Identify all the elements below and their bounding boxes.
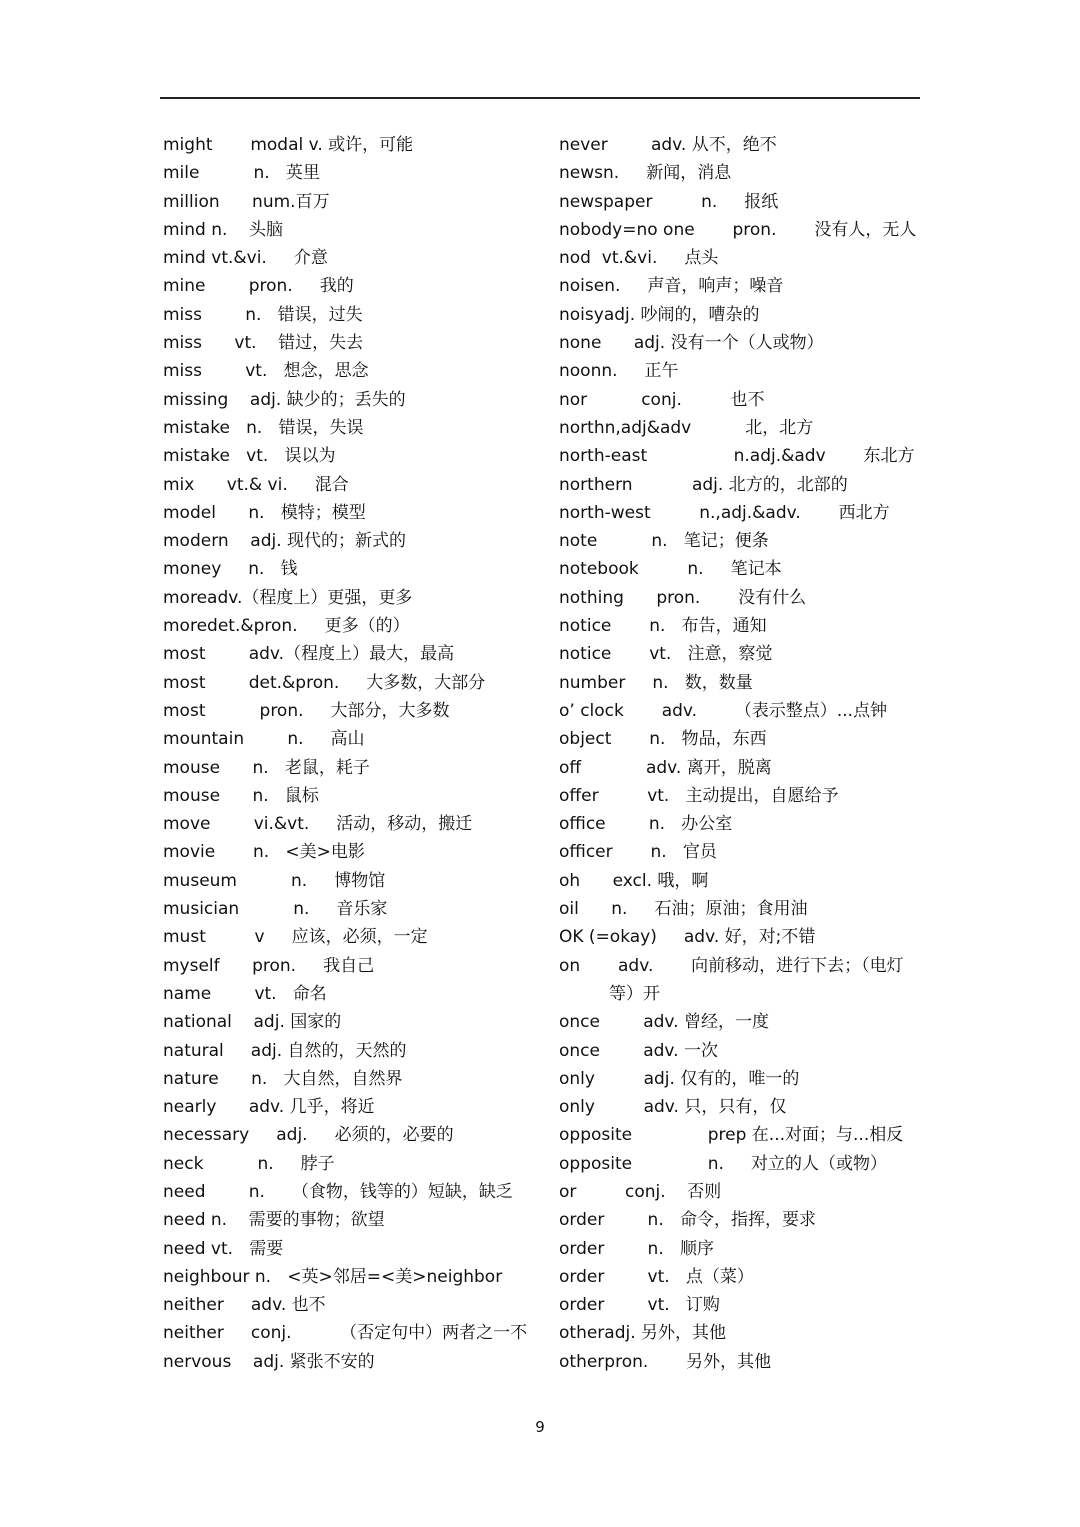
vocab-entry-text: need vt. 需要 (163, 1238, 284, 1259)
vocab-entry-text: missing adj. 缺少的；丢失的 (163, 389, 406, 410)
vocab-entry (559, 329, 919, 357)
vocab-entry-text: officer n. 官员 (559, 842, 717, 863)
vocab-entry (559, 838, 919, 866)
vocab-entry-text: mile n. 英里 (163, 163, 320, 184)
vocab-entry-text: off adv. 离开，脱离 (559, 757, 772, 778)
vocab-entry-text: neither conj. （否定句中）两者之一不 (163, 1323, 528, 1344)
vocab-entry (559, 159, 919, 187)
vocab-entry (163, 697, 543, 725)
vocab-entry-text: notebook n. 笔记本 (559, 559, 782, 580)
vocab-entry-text: myself pron. 我自己 (163, 955, 375, 976)
vocab-entry (163, 1263, 543, 1291)
vocab-entry (163, 952, 543, 980)
vocab-entry-text: natural adj. 自然的，天然的 (163, 1040, 407, 1061)
vocab-entry-text: notice vt. 注意，察觉 (559, 644, 773, 665)
vocab-entry-text: northern adj. 北方的，北部的 (559, 474, 848, 495)
vocab-entry-text: only adv. 只，只有，仅 (559, 1097, 787, 1118)
vocab-entry (163, 272, 543, 300)
vocab-entry (559, 499, 919, 527)
vocab-entry (559, 1008, 919, 1036)
vocab-entry-text: neighbour n. <英>邻居=<美>neighbor (163, 1266, 503, 1287)
vocab-entry-text: nothing pron. 没有什么 (559, 587, 807, 608)
vocab-entry-text: mind n. 头脑 (163, 219, 284, 240)
vocab-entry-text: money n. 钱 (163, 559, 298, 580)
vocab-entry (163, 1150, 543, 1178)
vocab-entry-text: only adj. 仅有的，唯一的 (559, 1068, 800, 1089)
vocab-entry-text: nobody=no one pron. 没有人，无人 (559, 219, 917, 240)
vocab-entry (559, 386, 919, 414)
vocab-entry (559, 867, 919, 895)
vocab-entry-text: nod vt.&vi. 点头 (559, 248, 719, 269)
vocab-entry-text: never adv. 从不，绝不 (559, 135, 777, 155)
header-rule (160, 97, 920, 99)
vocab-entry-text: otherpron. 另外，其他 (559, 1351, 772, 1372)
vocab-entry-text: model n. 模特；模型 (163, 502, 366, 523)
vocab-entry (163, 386, 543, 414)
vocab-entry-text: mouse n. 老鼠，耗子 (163, 757, 370, 778)
vocab-entry-text: once adv. 曾经，一度 (559, 1012, 769, 1033)
vocab-entry (163, 980, 543, 1008)
vocab-entry (163, 357, 543, 385)
vocab-entry (559, 725, 919, 753)
vocab-entry (559, 810, 919, 838)
vocab-entry (163, 471, 543, 499)
vocab-entry (559, 754, 919, 782)
vocab-entry (163, 1093, 543, 1121)
vocab-entry (559, 1348, 919, 1376)
vocab-entry (163, 1121, 543, 1149)
vocab-entry (559, 301, 919, 329)
vocab-entry (559, 555, 919, 583)
vocab-entry (163, 1319, 543, 1347)
vocab-entry-text: nearly adv. 几乎，将近 (163, 1097, 375, 1118)
vocab-entry-text: otheradj. 另外，其他 (559, 1323, 727, 1344)
vocab-entry-text: order n. 顺序 (559, 1238, 714, 1259)
vocab-entry (559, 1065, 919, 1093)
vocab-entry (163, 1206, 543, 1234)
vocab-entry (163, 725, 543, 753)
vocab-entry-text: OK (=okay) adv. 好，对;不错 (559, 927, 816, 948)
vocab-entry (559, 640, 919, 668)
vocab-entry-text: necessary adj. 必须的，必要的 (163, 1125, 454, 1146)
vocab-entry (163, 244, 543, 272)
vocab-entry (163, 414, 543, 442)
vocab-entry (559, 952, 919, 1009)
vocab-entry-text: newspaper n. 报纸 (559, 191, 779, 212)
vocab-entry-text: need n. 需要的事物；欲望 (163, 1210, 385, 1231)
vocab-entry-text: opposite prep 在...对面；与...相反 (559, 1125, 904, 1146)
vocab-entry-text: note n. 笔记；便条 (559, 531, 769, 552)
vocab-entry (559, 527, 919, 555)
vocab-entry-text: once adv. 一次 (559, 1040, 718, 1061)
vocab-entry (163, 131, 543, 159)
vocab-entry-text: neck n. 脖子 (163, 1153, 335, 1174)
vocab-entry-text: mix vt.& vi. 混合 (163, 474, 349, 495)
vocab-entry (559, 584, 919, 612)
vocab-entry (559, 131, 919, 159)
vocab-entry (163, 1178, 543, 1206)
vocab-entry (163, 754, 543, 782)
vocab-entry-text: oh excl. 哦，啊 (559, 870, 709, 891)
vocab-entry (559, 1121, 919, 1149)
vocab-entry (559, 1206, 919, 1234)
vocab-entry (559, 1291, 919, 1319)
vocab-entry (163, 782, 543, 810)
vocab-entry (559, 923, 919, 951)
vocab-entry-text: opposite n. 对立的人（或物） (559, 1153, 887, 1174)
vocab-entry (559, 1150, 919, 1178)
vocab-entry-text: musician n. 音乐家 (163, 899, 388, 920)
vocab-entry (163, 1291, 543, 1319)
vocab-entry (163, 555, 543, 583)
vocab-entry-text: most det.&pron. 大多数，大部分 (163, 672, 486, 693)
vocab-entry-text: move vi.&vt. 活动，移动，搬迁 (163, 814, 473, 835)
vocab-entry-text: northn,adj&adv 北，北方 (559, 417, 814, 438)
vocab-entry-text: noonn. 正午 (559, 361, 679, 382)
vocab-entry-text: newsn. 新闻，消息 (559, 163, 732, 184)
vocab-entry (163, 301, 543, 329)
vocab-entry-text: name vt. 命名 (163, 983, 327, 1004)
vocab-entry-text: order vt. 点（菜） (559, 1266, 754, 1287)
vocab-entry (559, 442, 919, 470)
vocab-entry (559, 272, 919, 300)
vocab-entry-text: miss vt. 想念，思念 (163, 361, 369, 382)
vocab-entry (163, 499, 543, 527)
vocab-entry-text: modern adj. 现代的；新式的 (163, 531, 407, 552)
vocab-entry-text: museum n. 博物馆 (163, 870, 386, 891)
vocab-entry (163, 329, 543, 357)
vocab-entry (559, 1093, 919, 1121)
vocab-entry-text: might modal v. 或许，可能 (163, 135, 414, 155)
vocab-entry (163, 527, 543, 555)
left-word-column (163, 131, 543, 1376)
vocab-entry-text: mouse n. 鼠标 (163, 785, 319, 806)
vocab-entry-text: mountain n. 高山 (163, 729, 365, 750)
vocab-entry-text: notice n. 布告，通知 (559, 616, 767, 637)
vocab-entry-text: noisen. 声音，响声；噪音 (559, 276, 784, 297)
vocab-entry (559, 1319, 919, 1347)
vocab-entry-text: nor conj. 也不 (559, 389, 765, 410)
vocab-entry (559, 782, 919, 810)
vocab-entry-text: neither adv. 也不 (163, 1295, 326, 1316)
vocab-entry-text: object n. 物品，东西 (559, 729, 767, 750)
vocab-entry (559, 471, 919, 499)
vocab-entry-text: mind vt.&vi. 介意 (163, 248, 328, 269)
vocab-entry-text: must v 应该，必须，一定 (163, 927, 428, 948)
vocab-entry (559, 1235, 919, 1263)
vocab-entry-text: on adv. 向前移动，进行下去；（电灯 (559, 955, 904, 976)
vocab-entry (163, 442, 543, 470)
vocab-entry (559, 414, 919, 442)
vocab-entry-text: none adj. 没有一个（人或物） (559, 333, 824, 354)
vocab-entry-text: office n. 办公室 (559, 814, 733, 835)
vocab-entry (559, 188, 919, 216)
vocab-entry-text: nature n. 大自然，自然界 (163, 1068, 403, 1089)
vocab-entry (163, 1037, 543, 1065)
vocab-entry (163, 1235, 543, 1263)
page-number: 9 (535, 1418, 545, 1436)
vocab-entry (559, 244, 919, 272)
vocab-entry (163, 895, 543, 923)
vocab-entry (163, 1065, 543, 1093)
vocab-entry-text: mine pron. 我的 (163, 276, 354, 297)
vocab-entry (163, 612, 543, 640)
vocab-entry-text: movie n. <美>电影 (163, 842, 365, 863)
vocab-entry (163, 810, 543, 838)
vocab-entry (163, 640, 543, 668)
vocab-entry-text: north-west n.,adj.&adv. 西北方 (559, 502, 890, 523)
vocab-entry-text: o’ clock adv. （表示整点）...点钟 (559, 700, 888, 721)
vocab-entry (163, 867, 543, 895)
vocab-entry-text: most adv.（程度上）最大，最高 (163, 644, 455, 665)
vocab-entry (559, 1263, 919, 1291)
vocab-entry-text: mistake vt. 误以为 (163, 446, 336, 467)
vocab-entry-text: offer vt. 主动提出，自愿给予 (559, 785, 839, 806)
vocab-entry-text: need n. （食物，钱等的）短缺，缺乏 (163, 1181, 513, 1202)
vocab-entry-text: moredet.&pron. 更多（的） (163, 616, 410, 637)
vocab-entry-continuation: 等）开 (609, 983, 660, 1004)
vocab-entry-text: order n. 命令，指挥，要求 (559, 1210, 816, 1231)
vocab-entry (559, 1037, 919, 1065)
vocab-entry-text: most pron. 大部分，大多数 (163, 700, 450, 721)
vocab-entry-text: mistake n. 错误，失误 (163, 417, 364, 438)
vocab-entry (163, 584, 543, 612)
vocab-entry (559, 357, 919, 385)
vocab-entry (163, 838, 543, 866)
vocab-entry (163, 923, 543, 951)
vocab-entry (163, 159, 543, 187)
vocab-entry (163, 1348, 543, 1376)
vocab-entry (559, 216, 919, 244)
vocab-entry (559, 895, 919, 923)
vocab-entry (559, 669, 919, 697)
vocab-entry-text: moreadv.（程度上）更强，更多 (163, 587, 413, 608)
vocab-entry (163, 188, 543, 216)
vocab-entry-text: miss vt. 错过，失去 (163, 333, 364, 354)
vocab-entry-text: nervous adj. 紧张不安的 (163, 1351, 375, 1372)
vocab-entry-text: noisyadj. 吵闹的，嘈杂的 (559, 304, 760, 325)
vocab-entry-text: north-east n.adj.&adv 东北方 (559, 446, 915, 467)
vocab-entry-text: million num.百万 (163, 191, 330, 212)
vocab-entry-text: national adj. 国家的 (163, 1012, 342, 1033)
vocab-entry-text: miss n. 错误，过失 (163, 304, 363, 325)
vocab-entry (163, 669, 543, 697)
vocab-entry (163, 216, 543, 244)
vocab-entry (559, 612, 919, 640)
right-word-column (559, 131, 919, 1376)
vocab-entry (163, 1008, 543, 1036)
vocab-entry (559, 697, 919, 725)
vocab-entry-text: number n. 数，数量 (559, 672, 753, 693)
vocab-entry-text: oil n. 石油；原油；食用油 (559, 899, 808, 920)
vocab-entry-text: order vt. 订购 (559, 1295, 720, 1316)
vocab-entry-text: or conj. 否则 (559, 1181, 722, 1202)
vocab-entry (559, 1178, 919, 1206)
